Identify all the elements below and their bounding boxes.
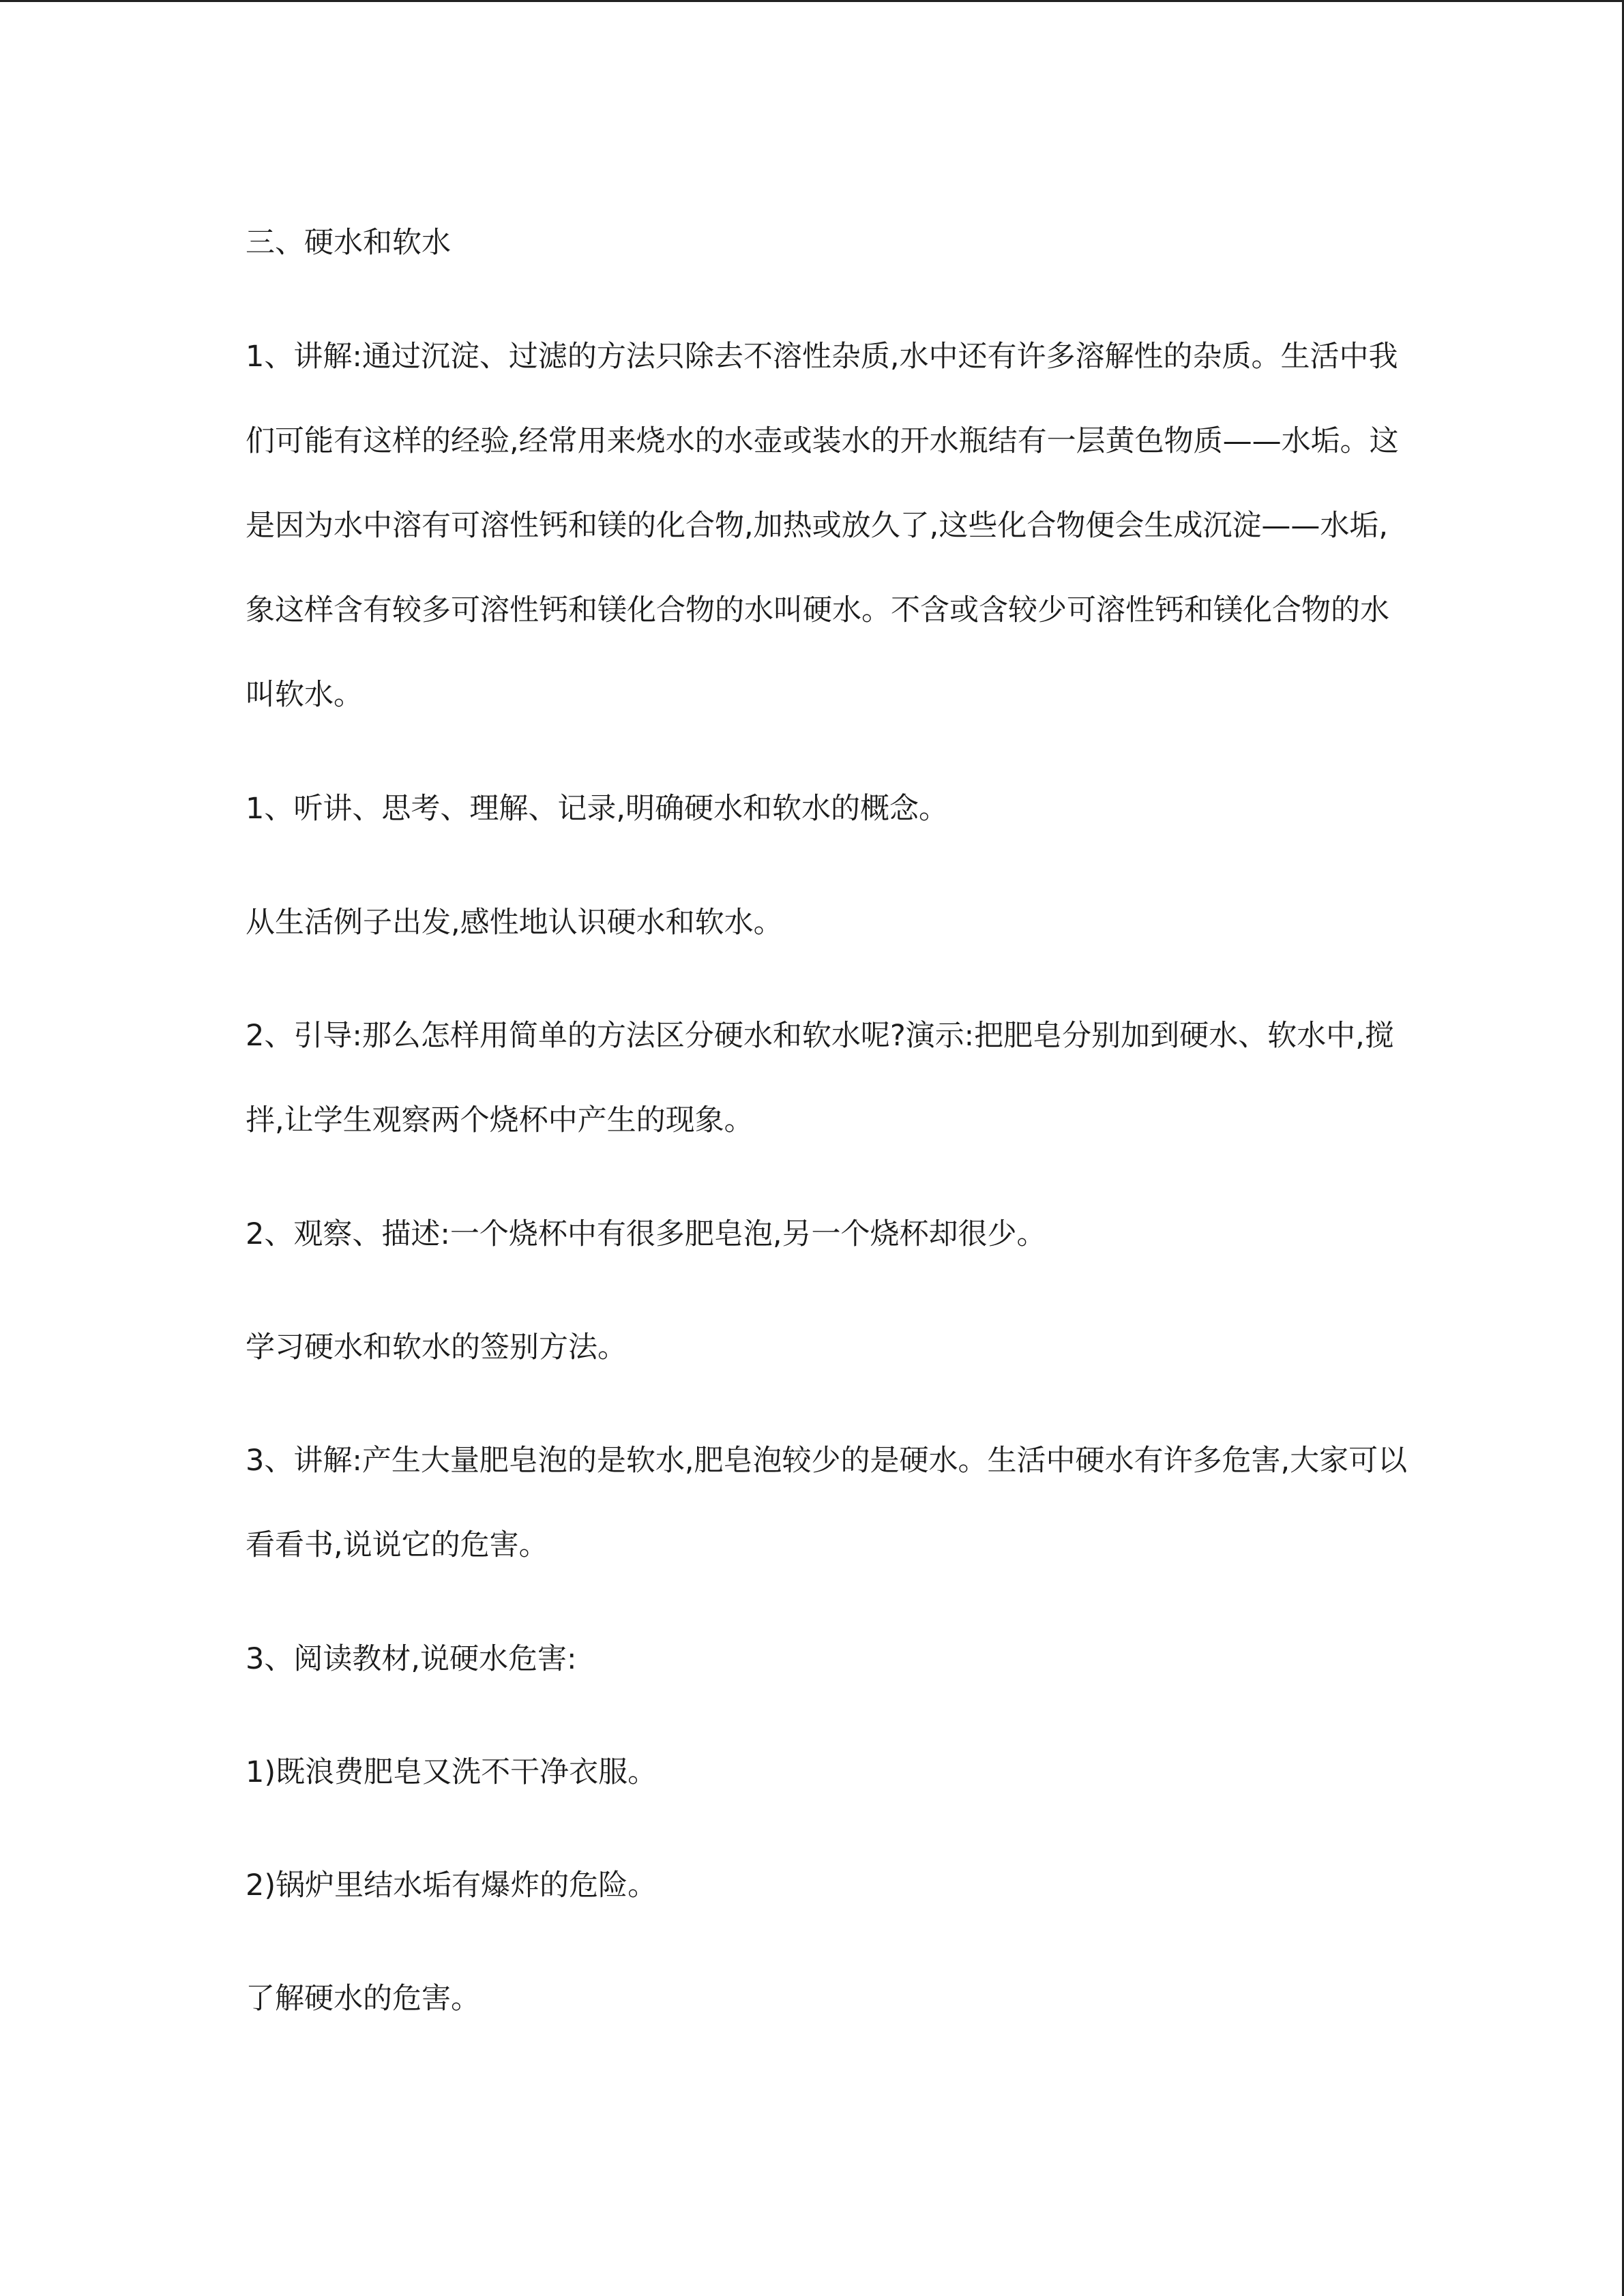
- paragraph-1-line-2: 们可能有这样的经验,经常用来烧水的水壶或装水的开水瓶结有一层黄色物质——水垢。这: [246, 424, 1399, 458]
- paragraph-7-line-2: 看看书,说说它的危害。: [246, 1528, 548, 1562]
- paragraph-4-line-2: 拌,让学生观察两个烧杯中产生的现象。: [246, 1103, 754, 1137]
- paragraph-1-line-4: 象这样含有较多可溶性钙和镁化合物的水叫硬水。不含或含较少可溶性钙和镁化合物的水: [246, 593, 1389, 627]
- paragraph-9: 1)既浪费肥皂又洗不干净衣服。: [246, 1755, 658, 1789]
- paragraph-11: 了解硬水的危害。: [246, 1982, 480, 2016]
- paragraph-1-line-1: 1、讲解:通过沉淀、过滤的方法只除去不溶性杂质,水中还有许多溶解性的杂质。生活中我: [246, 340, 1398, 374]
- paragraph-5: 2、观察、描述:一个烧杯中有很多肥皂泡,另一个烧杯却很少。: [246, 1217, 1046, 1251]
- paragraph-3: 从生活例子出发,感性地认识硬水和软水。: [246, 906, 783, 940]
- section-heading: 三、硬水和软水: [246, 226, 451, 260]
- paragraph-7-line-1: 3、讲解:产生大量肥皂泡的是软水,肥皂泡较少的是硬水。生活中硬水有许多危害,大家可以: [246, 1444, 1408, 1478]
- paragraph-4-line-1: 2、引导:那么怎样用简单的方法区分硬水和软水呢?演示:把肥皂分别加到硬水、软水中,搅: [246, 1019, 1394, 1053]
- paragraph-2: 1、听讲、思考、理解、记录,明确硬水和软水的概念。: [246, 792, 949, 826]
- paragraph-6: 学习硬水和软水的签别方法。: [246, 1330, 627, 1365]
- paragraph-1-line-5: 叫软水。: [246, 678, 363, 712]
- paragraph-10: 2)锅炉里结水垢有爆炸的危险。: [246, 1868, 658, 1903]
- paragraph-8: 3、阅读教材,说硬水危害:: [246, 1642, 577, 1676]
- paragraph-1-line-3: 是因为水中溶有可溶性钙和镁的化合物,加热或放久了,这些化合物便会生成沉淀——水垢,: [246, 509, 1389, 543]
